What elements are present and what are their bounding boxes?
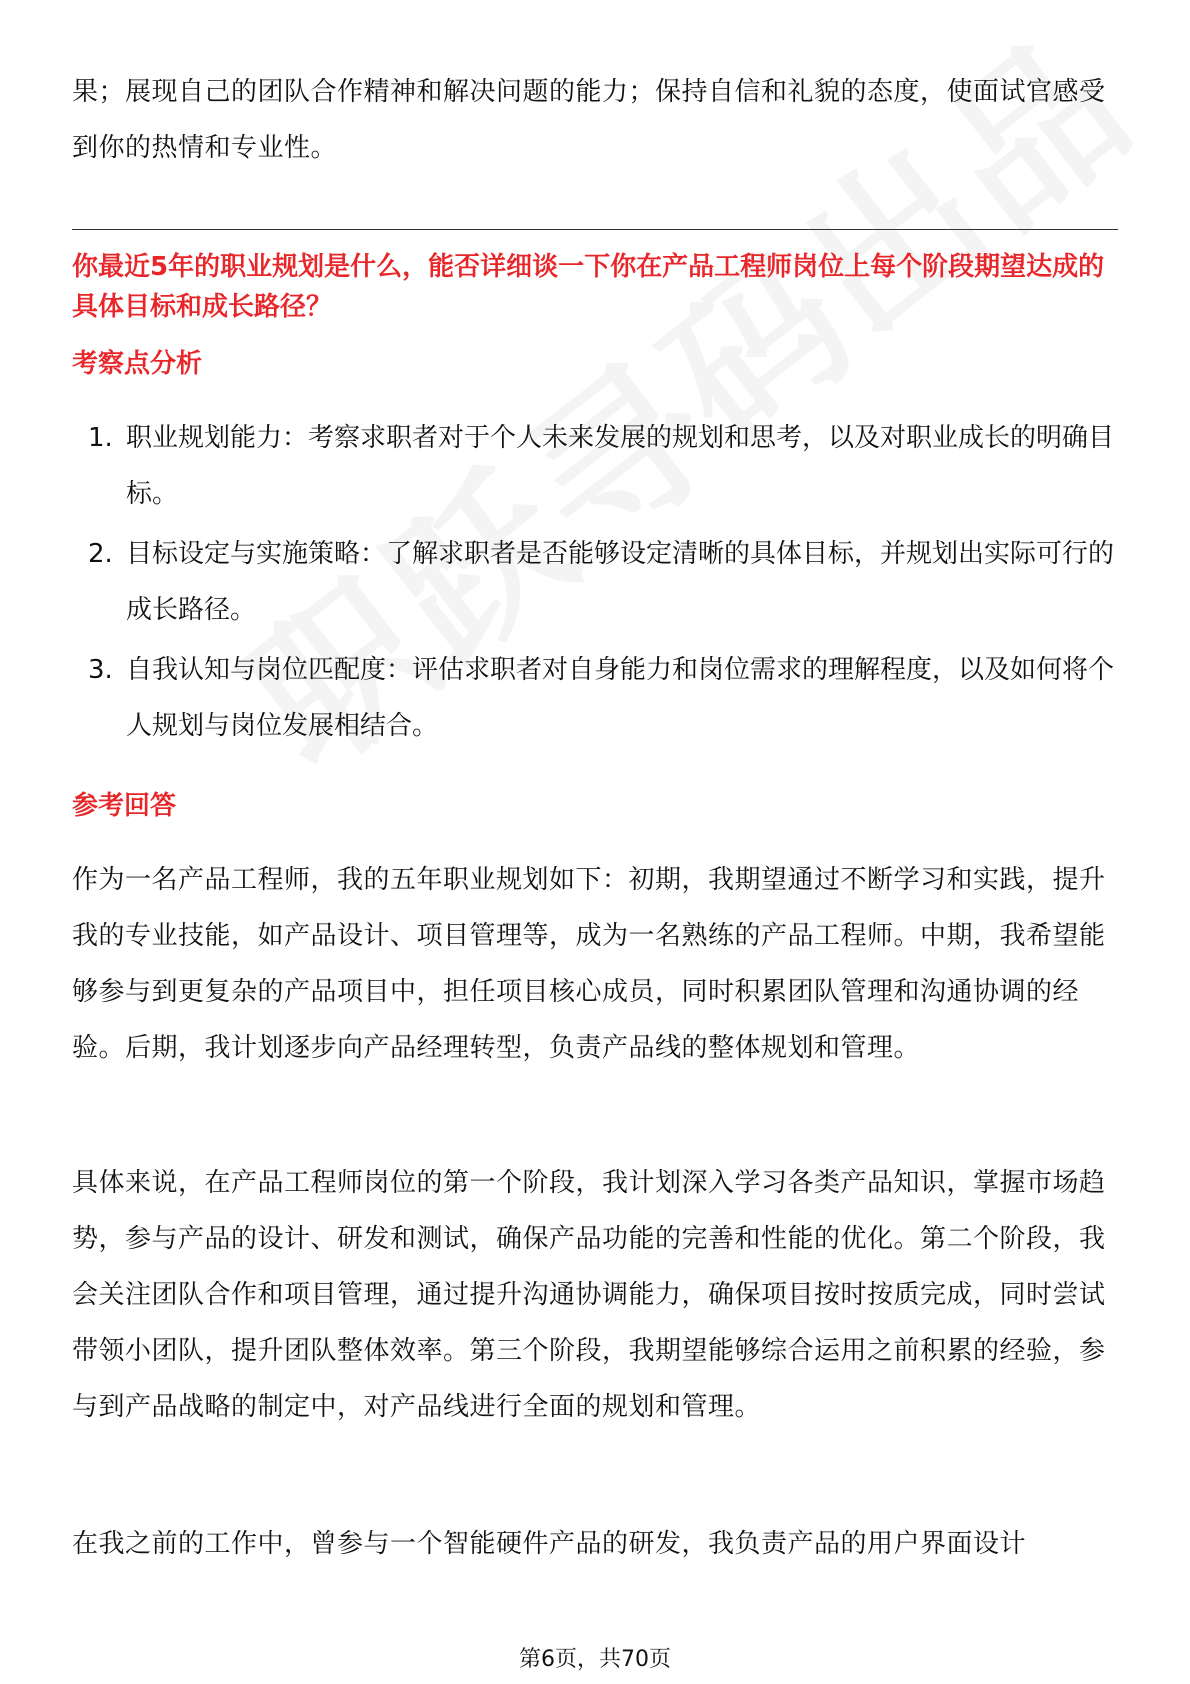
point-text: 目标设定与实施策略：了解求职者是否能够设定清晰的具体目标，并规划出实际可行的成长路径。 (126, 539, 1115, 625)
answer-paragraph: 在我之前的工作中，曾参与一个智能硬件产品的研发，我负责产品的用户界面设计 (72, 1529, 1027, 1559)
interview-question: 你最近5年的职业规划是什么，能否详细谈一下你在产品工程师岗位上每个阶段期望达成的具体目标和成长路径？ (72, 252, 1105, 322)
point-text: 职业规划能力：考察求职者对于个人未来发展的规划和思考，以及对职业成长的明确目标。 (126, 423, 1115, 509)
analysis-points-list (72, 410, 1118, 758)
analysis-point (72, 526, 1118, 638)
point-number: 3. (88, 655, 113, 685)
analysis-heading: 考察点分析 (72, 349, 203, 379)
intro-paragraph: 果；展现自己的团队合作精神和解决问题的能力；保持自信和礼貌的态度，使面试官感受到你的热情和专业性。 (72, 77, 1106, 163)
point-number: 2. (88, 539, 113, 569)
answer-paragraph: 作为一名产品工程师，我的五年职业规划如下：初期，我期望通过不断学习和实践，提升我的专业技能，如产品设计、项目管理等，成为一名熟练的产品工程师。中期，我希望能够参与到更复杂的产品项目中，担任项目核心成员，同时积累团队管理和沟通协调的经验。后期，我计划逐步向产品经理转型，负责产品线的整体规划和管理。 (72, 865, 1106, 1063)
section-divider (72, 229, 1118, 230)
point-text: 自我认知与岗位匹配度：评估求职者对自身能力和岗位需求的理解程度，以及如何将个人规划与岗位发展相结合。 (126, 655, 1115, 741)
answer-paragraph: 具体来说，在产品工程师岗位的第一个阶段，我计划深入学习各类产品知识，掌握市场趋势，参与产品的设计、研发和测试，确保产品功能的完善和性能的优化。第二个阶段，我会关注团队合作和项目管理，通过提升沟通协调能力，确保项目按时按质完成，同时尝试带领小团队，提升团队整体效率。第三个阶段，我期望能够综合运用之前积累的经验，参与到产品战略的制定中，对产品线进行全面的规划和管理。 (72, 1168, 1106, 1422)
point-number: 1. (88, 423, 113, 453)
analysis-point (72, 410, 1118, 522)
page-number: 第6页，共70页 (519, 1647, 671, 1672)
answer-heading: 参考回答 (72, 791, 177, 821)
analysis-point (72, 642, 1118, 754)
